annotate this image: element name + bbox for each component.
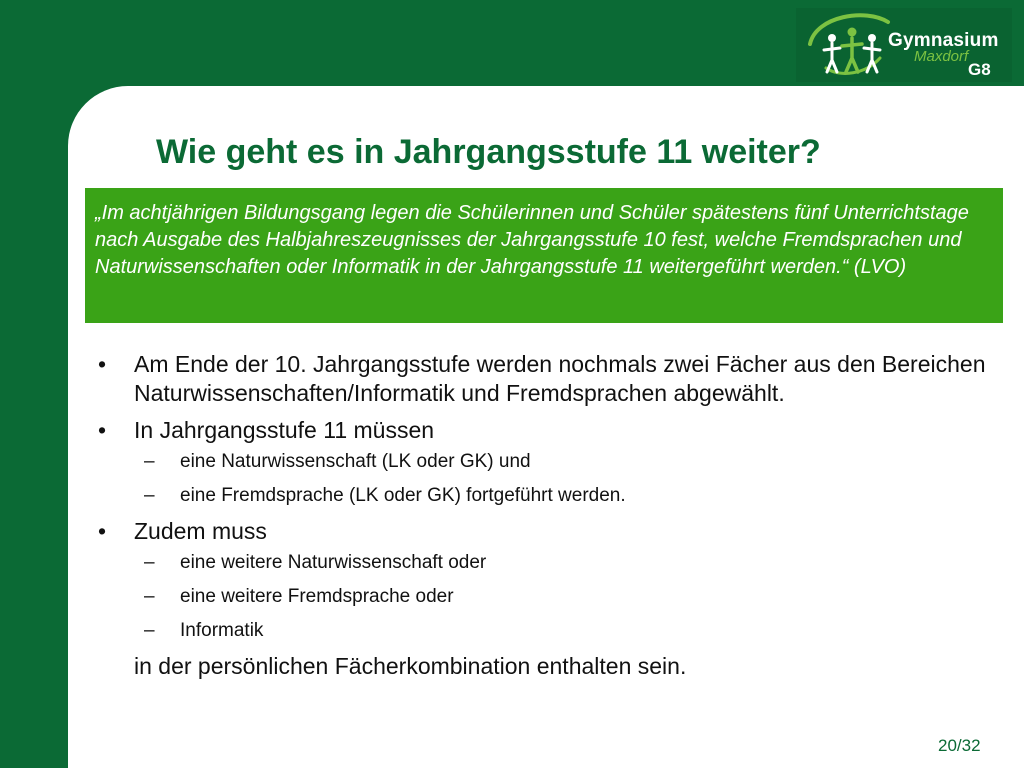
school-logo [796,8,1012,82]
bullet-marker: • [98,518,107,544]
bullet-item [94,416,994,509]
sub-bullet-list [134,449,994,509]
sub-bullet-list [134,550,994,644]
logo-school-type: Gymnasium [888,30,999,51]
bullet-marker: • [98,351,107,377]
sub-bullet-item [134,618,994,644]
dash-marker: – [144,586,155,607]
sub-bullet-item [134,449,994,475]
bullet-text: In Jahrgangsstufe 11 müssen [134,417,435,443]
sub-bullet-text: eine weitere Naturwissenschaft oder [180,552,487,573]
bullet-item [94,350,994,408]
bullet-item [94,517,994,644]
logo-school-name: Maxdorf [914,48,969,65]
sub-bullet-text: Informatik [180,620,264,641]
dash-marker: – [144,552,155,573]
bullet-text: Am Ende der 10. Jahrgangsstufe werden nochmals zwei Fächer aus den Bereichen Naturwissenschaften/Informatik und Fremdsprachen abgewählt. [134,351,986,406]
closing-text: in der persönlichen Fächerkombination enthalten sein. [134,653,687,679]
dash-marker: – [144,485,155,506]
sub-bullet-item [134,483,994,509]
slide-content [94,350,994,681]
sub-bullet-text: eine Fremdsprache (LK oder GK) fortgeführt werden. [180,485,626,506]
quote-text: „Im achtjährigen Bildungsgang legen die Schülerinnen und Schüler spätestens fünf Unterrichtstage nach Ausgabe des Halbjahreszeugnisses der Jahrgangsstufe 10 fest, welche Fremdsprachen und Naturwissenschaften oder Informatik in der Jahrgangsstufe 11 weitergeführt werden.“ (LVO) [95,202,969,278]
dash-marker: – [144,620,155,641]
bullet-list [94,350,994,644]
dash-marker: – [144,451,155,472]
sub-bullet-text: eine Naturwissenschaft (LK oder GK) und [180,451,531,472]
page-number: 20/32 [938,736,981,755]
sub-bullet-text: eine weitere Fremdsprache oder [180,586,454,607]
logo-g8-label: G8 [968,60,991,79]
quote-box [85,188,1003,323]
sub-bullet-item [134,584,994,610]
sub-bullet-item [134,550,994,576]
slide-title: Wie geht es in Jahrgangsstufe 11 weiter? [156,133,821,171]
bullet-marker: • [98,417,107,443]
bullet-text: Zudem muss [134,518,267,544]
